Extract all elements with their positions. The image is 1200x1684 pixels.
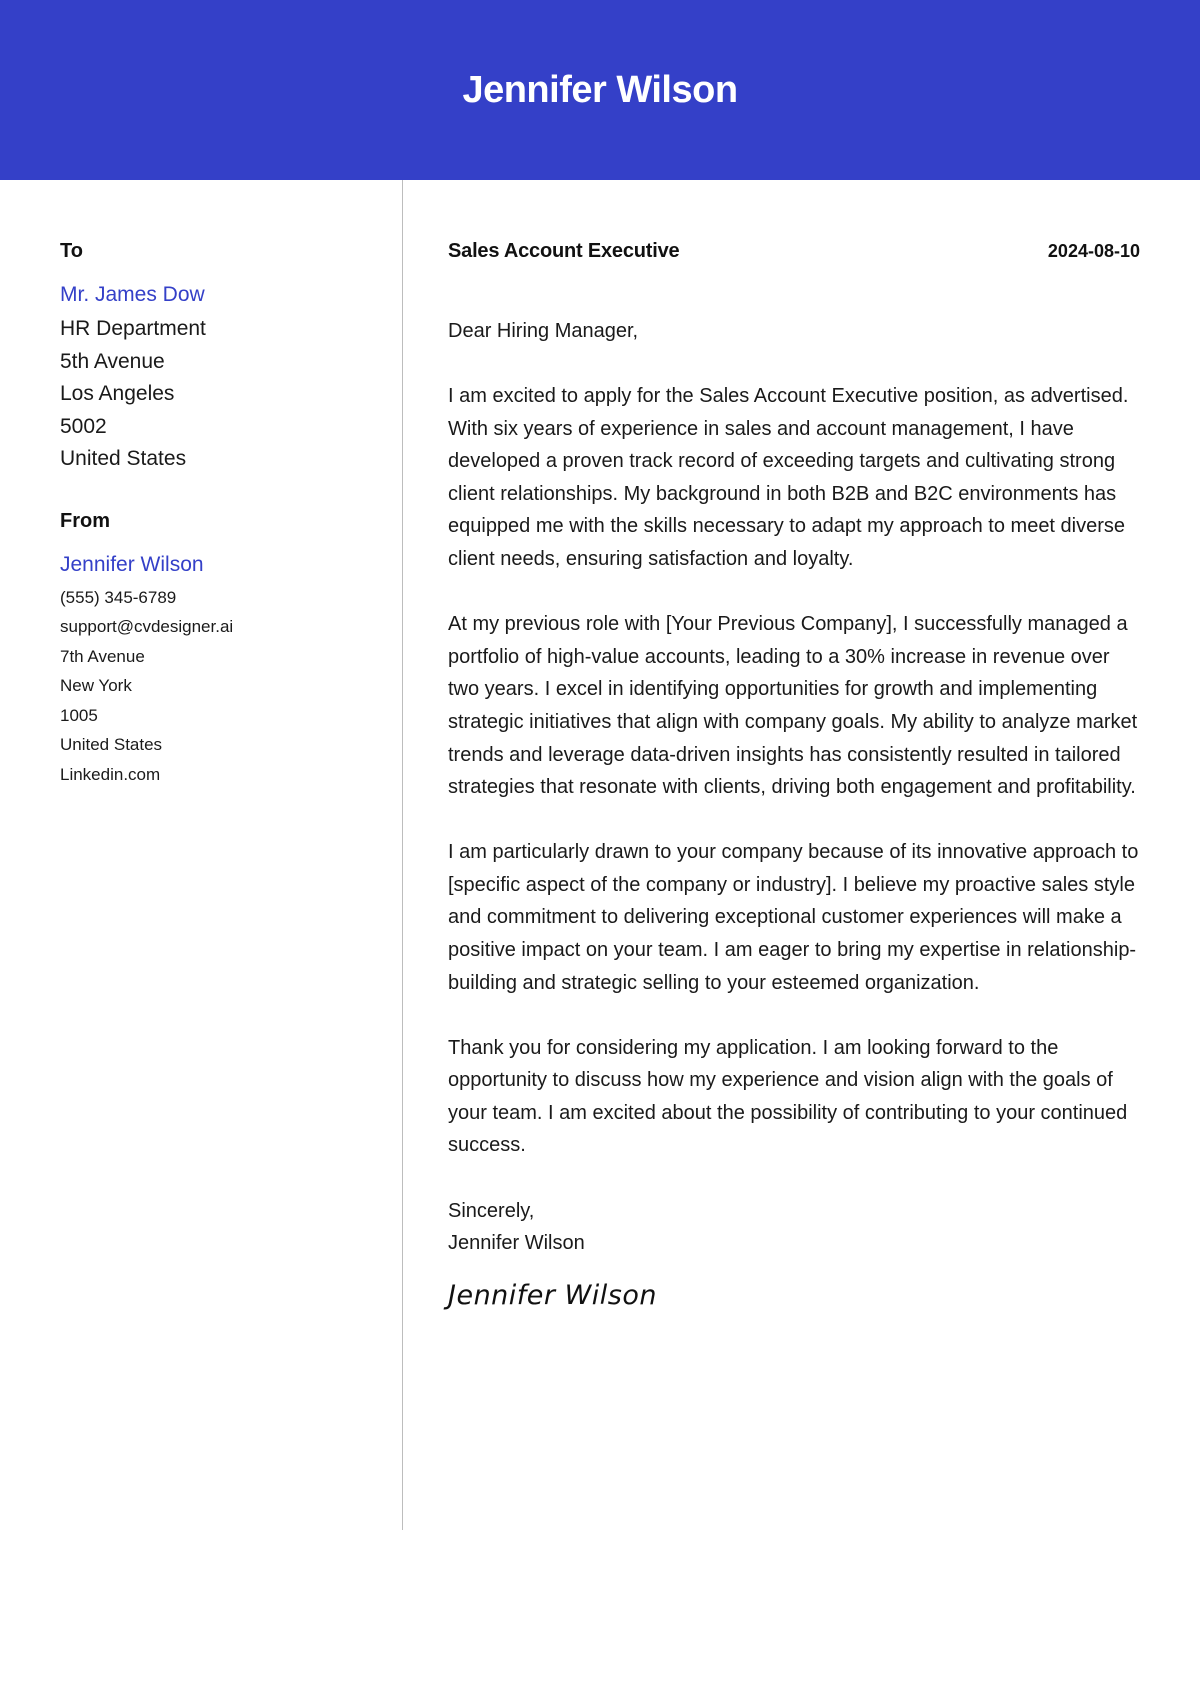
sender-line: 1005 [60,705,98,725]
recipient-label: To [60,240,83,262]
recipient-line: 5th Avenue [60,349,165,373]
sender-phone: (555) 345-6789 [60,587,177,607]
job-title: Sales Account Executive [448,240,680,262]
sender-email: support@cvdesigner.ai [60,617,234,636]
paragraph: I am excited to apply for the Sales Account Executive position, as advertised. With six years of experience in sales and account management, I have developed a proven track record of exceeding targets and cultivating strong client relationships. My background in both B2B and B2C environments has equipped me with the skills necessary to adapt my approach to meet diverse client needs, ensuring satisfaction and loyalty. [448,385,1129,571]
letter-body [448,240,1140,1311]
title-row [448,240,1140,263]
closing-block [448,1195,1140,1260]
paragraph: At my previous role with [Your Previous Company], I successfully managed a portfolio of high-value accounts, leading to a 30% increase in revenue over two years. I excel in identifying opportunities for growth and implementing strategic initiatives that align with company goals. My ability to analyze market trends and leverage data-driven insights has consistently resulted in tailored strategies that resonate with clients, driving both engagement and profitability. [448,613,1138,799]
paragraph: Thank you for considering my application. I am looking forward to the opportunity to discuss how my experience and vision align with the goals of your team. I am excited about the possibility of contributing to your continued success. [448,1036,1128,1157]
sender-block [60,510,380,790]
header-banner [0,0,1200,180]
greeting: Dear Hiring Manager, [448,320,639,342]
recipient-line: HR Department [60,317,206,340]
sender-name: Jennifer Wilson [60,552,204,576]
sender-line: United States [60,735,163,754]
sidebar [60,240,380,789]
recipient-block [60,240,380,476]
letter-text [448,315,1140,1162]
signature: Jennifer Wilson [448,1279,657,1311]
recipient-name: Mr. James Dow [60,283,205,306]
sender-contact [60,583,380,790]
recipient-line: Los Angeles [60,382,175,405]
sender-website: Linkedin.com [60,764,161,784]
paragraph: I am particularly drawn to your company because of its innovative approach to [specific aspect of the company or industry]. I believe my proactive sales style and commitment to delivering exceptional customer experiences will make a positive impact on your team. I am eager to bring my expertise in relationship-building and strategic selling to your esteemed organization. [448,841,1139,994]
closing-name: Jennifer Wilson [448,1232,585,1255]
sender-label: From [60,509,110,532]
letter-date: 2024-08-10 [1047,241,1140,261]
recipient-line: United States [60,447,187,470]
recipient-address [60,313,380,476]
column-divider [402,180,403,1530]
sender-line: 7th Avenue [60,646,145,666]
header-name: Jennifer Wilson [462,68,738,111]
closing: Sincerely, [448,1199,535,1222]
sender-line: New York [60,676,132,695]
recipient-line: 5002 [60,414,107,438]
